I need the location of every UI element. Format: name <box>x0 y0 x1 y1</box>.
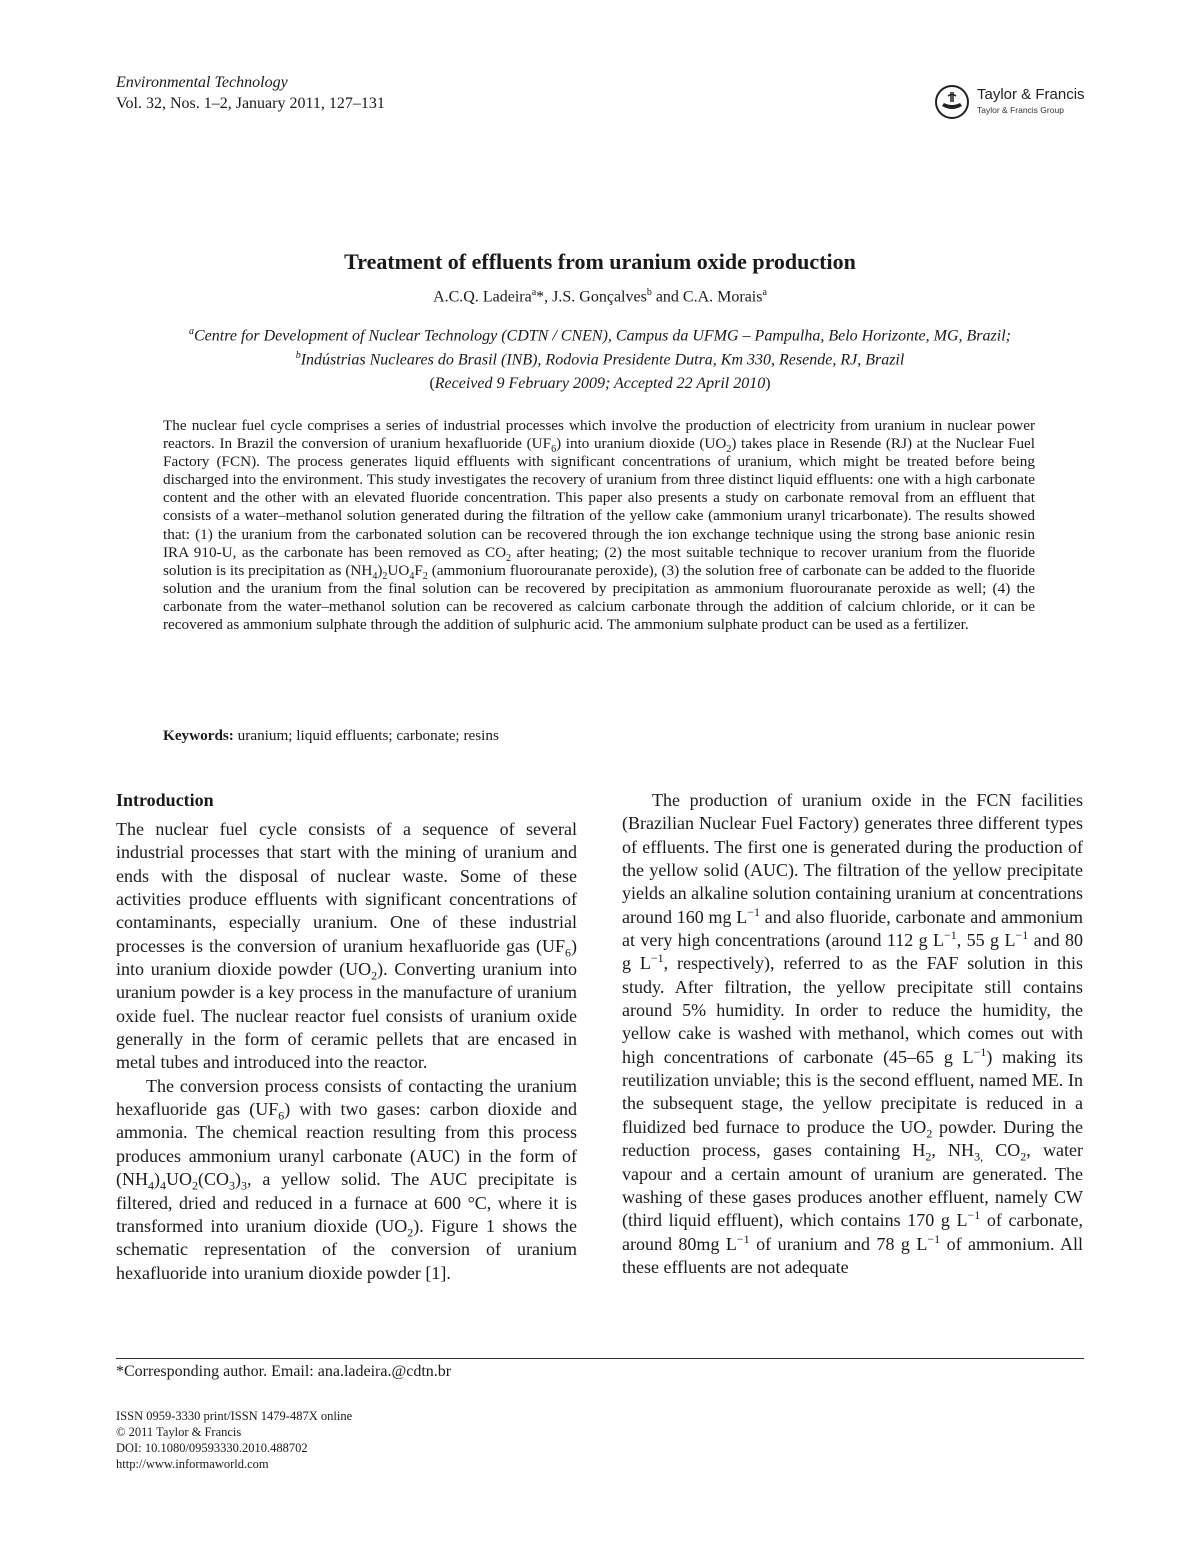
subscript: 4 <box>372 570 378 582</box>
author-affil-mark: a <box>762 287 767 298</box>
website-link[interactable]: http://www.informaworld.com <box>116 1457 269 1471</box>
publication-info <box>116 1408 352 1472</box>
journal-issue: Vol. 32, Nos. 1–2, January 2011, 127–131 <box>116 95 385 112</box>
affiliation-a <box>110 322 1090 346</box>
keywords-label: Keywords: <box>163 727 234 744</box>
footnote-divider <box>116 1358 1084 1359</box>
abstract-text: after heating; (2) the most suitable technique to recover uranium from the fluoride solution is its precipitation as (NH <box>163 543 1035 579</box>
subscript: 2 <box>506 552 512 564</box>
abstract-text: UO <box>387 561 410 579</box>
subscript: 2 <box>422 570 428 582</box>
right-column <box>622 789 1083 1279</box>
subscript: 6 <box>551 444 557 456</box>
affiliation-b <box>110 346 1090 370</box>
abstract-text: F <box>414 561 423 579</box>
publisher-logo-icon <box>934 84 970 120</box>
keywords <box>163 727 1035 745</box>
journal-header <box>116 72 385 114</box>
issn: ISSN 0959-3330 print/ISSN 1479-487X online <box>116 1409 353 1423</box>
author-conjunction: and <box>651 288 683 306</box>
author-affil-mark: a <box>531 287 537 298</box>
affil-text: Centre for Development of Nuclear Technology (CDTN / CNEN), Campus da UFMG – Pampulha, Belo Horizonte, MG, Brazil; <box>194 327 1011 345</box>
subscript: 2 <box>726 444 732 456</box>
author-name: J.S. Gonçalves <box>552 288 647 306</box>
affil-mark: b <box>295 350 301 362</box>
received-dates: (Received 9 February 2009; Accepted 22 April 2010) <box>429 375 771 392</box>
paragraph: The production of uranium oxide in the FCN facilities (Brazilian Nuclear Fuel Factory) generates three different types of effluents. The first one is generated during the production of the yellow solid (AUC). The filtration of the yellow precipitate yields an alkaline solution containing uranium at concentrations around 160 mg $L^{-1}$ and also fluoride, carbonate and ammonium at very high concentrations (around 112 g $L^{-1}$, 55 g $L^{-1}$ and 80 g $L^{-1}$, respectively), referred to as the FAF solution in this study. After filtration, the yellow precipitate still contains around 5% humidity. In order to reduce the humidity, the yellow cake is washed with methanol, which comes out with high concentrations of carbonate (45–65 g $L^{-1}$) making its reutilization unviable; this is the second effluent, named ME. In the subsequent stage, the yellow precipitate is reduced in a fluidized bed furnace to produce the $UO_2$ powder. During the reduction process, gases containing $H_2$, $NH_{3,}$ $CO_2$, water vapour and a certain amount of uranium are generated. The washing of these gases produces another effluent, namely CW (third liquid effluent), which contains 170 g $L^{-1}$ of carbonate, around 80mg $L^{-1}$ of uranium and 78 g $L^{-1}$ of ammonium. All these effluents are not adequate <box>622 790 1083 1277</box>
corresponding-author-note: *Corresponding author. Email: ana.ladeira.@cdtn.br <box>116 1363 452 1380</box>
section-heading: Introduction <box>116 790 214 810</box>
abstract-text: ) takes place in Resende (RJ) at the Nuclear Fuel Factory (FCN). The process generates liquid effluents with significant concentrations of uranium, which might be treated before being discharged into the environment. This study investigates the recovery of uranium from three distinct liquid effluents: one with a high carbonate content and the other with an elevated fluoride concentration. This paper also presents a study on carbonate removal from an effluent that consists of a water–methanol solution generated during the filtration of the yellow cake (ammonium uranyl tricarbonate). The results showed that: (1) the uranium from the carbonated solution can be recovered through the ion exchange technique using the strong base anionic resin IRA 910-U, as the carbonate has been removed as CO <box>163 435 1036 561</box>
copyright: © 2011 Taylor & Francis <box>116 1425 242 1439</box>
author-affil-mark: b <box>646 287 652 298</box>
publisher-name: Taylor & Francis <box>977 86 1085 103</box>
journal-name: Environmental Technology <box>116 74 288 91</box>
publisher-logo <box>934 84 1094 124</box>
keywords-list: uranium; liquid effluents; carbonate; resins <box>237 727 499 744</box>
abstract-text: ) <box>377 561 383 579</box>
paragraph: The nuclear fuel cycle consists of a sequence of several industrial processes that start with the mining of uranium and ends with the disposal of nuclear waste. Some of these activities produce effluents with significant concentrations of contaminants, especially uranium. One of these industrial processes is the conversion of uranium hexafluoride gas $(UF_6)$ into uranium dioxide powder $(UO_2)$. Converting uranium into uranium powder is a key process in the manufacture of uranium oxide fuel. The nuclear reactor fuel consists of uranium oxide generally in the form of ceramic pellets that are encased in metal tubes and introduced into the reactor. <box>116 819 577 1073</box>
affiliations <box>110 322 1090 371</box>
publisher-group: Taylor & Francis Group <box>977 105 1064 115</box>
affil-mark: a <box>189 326 194 337</box>
left-column <box>116 789 577 1285</box>
author-name: C.A. Morais <box>682 288 763 306</box>
doi: DOI: 10.1080/09593330.2010.488702 <box>116 1441 308 1455</box>
abstract <box>163 417 1035 634</box>
article-title: Treatment of effluents from uranium oxide production <box>344 249 856 274</box>
author-name: A.C.Q. Ladeira <box>433 288 532 306</box>
author-list <box>0 287 1200 306</box>
subscript: 4 <box>409 570 415 582</box>
abstract-text: ) into uranium dioxide (UO <box>556 435 727 453</box>
received-text: Received 9 February 2009; Accepted 22 April 2010 <box>434 375 766 392</box>
affil-text: Indústrias Nucleares do Brasil (INB), Rodovia Presidente Dutra, Km 330, Resende, RJ, Brazil <box>300 351 905 369</box>
corresponding-mark: *, <box>536 288 553 306</box>
subscript: 2 <box>382 570 388 582</box>
abstract-text: (ammonium fluorouranate peroxide), (3) the solution free of carbonate can be added to the fluoride solution and the uranium from the final solution can be recovered by precipitation as ammonium fluorouranate peroxide as well; (4) the carbonate from the water–methanol solution can be recovered as calcium carbonate through the addition of calcium chloride, or it can be recovered as ammonium sulphate through the addition of sulphuric acid. The ammonium sulphate product can be used as a fertilizer. <box>163 561 1035 634</box>
paragraph: The conversion process consists of contacting the uranium hexafluoride gas $(UF_6)$ with two gases: carbon dioxide and ammonia. The chemical reaction resulting from this process produces ammonium uranyl carbonate (AUC) in the form of $(NH_4)_4UO_2(CO_3)_3$, a yellow solid. The AUC precipitate is filtered, dried and reduced in a furnace at 600 °C, where it is transformed into uranium dioxide $(UO_2)$. Figure 1 shows the schematic representation of the conversion of uranium hexafluoride into uranium dioxide powder [1]. <box>116 1075 577 1283</box>
abstract-text: The nuclear fuel cycle comprises a series of industrial processes which involve the production of electricity from uranium in nuclear power reactors. In Brazil the conversion of uranium hexafluoride (UF <box>163 417 1035 453</box>
